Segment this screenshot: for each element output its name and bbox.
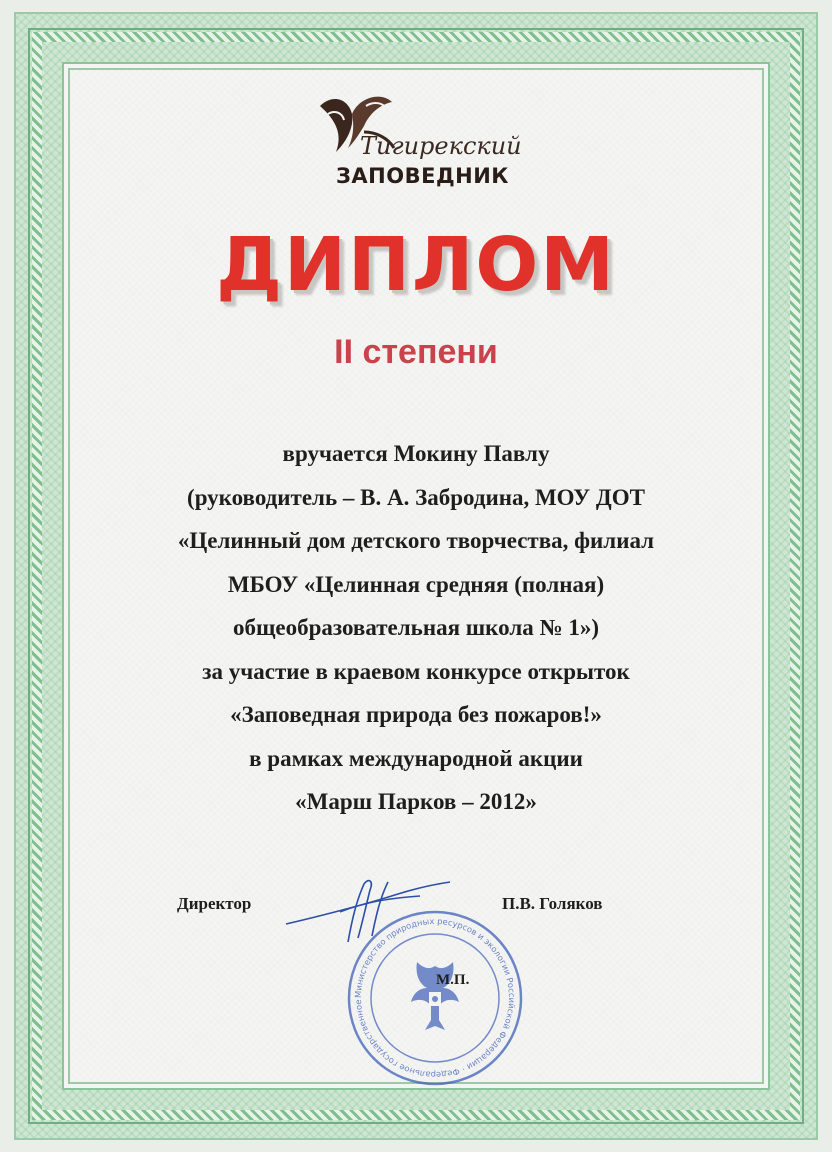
award-line: за участие в краевом конкурсе открыток <box>202 658 630 684</box>
award-line: «Заповедная природа без пожаров!» <box>230 702 602 727</box>
logo-script-text: Тигирекский <box>360 132 522 160</box>
award-text <box>100 432 732 824</box>
award-line: вручается Мокину Павлу <box>282 441 550 466</box>
award-line: в рамках международной акции <box>249 745 583 771</box>
signatory-name: П.В. Голяков <box>502 894 603 913</box>
award-line: МБОУ «Целинная средняя (полная) <box>227 571 605 597</box>
logo-word-text: ЗАПОВЕДНИК <box>336 164 509 188</box>
award-line: общеобразовательная школа № 1») <box>232 615 600 640</box>
reserve-logo <box>300 92 540 202</box>
stamp-ring-text: Министерство природных ресурсов и экологии Российской Федерации · Федеральное государственное <box>352 915 518 1081</box>
award-line: (руководитель – В. А. Забродина, МОУ ДОТ <box>187 484 645 510</box>
diploma-title: ДИПЛОМ <box>216 222 616 308</box>
award-line: «Целинный дом детского творчества, филиал <box>177 528 655 553</box>
seal-mark: М.П. <box>436 972 470 988</box>
diploma-degree: II степени <box>334 333 498 371</box>
award-line: «Марш Парков – 2012» <box>295 789 537 814</box>
director-signature <box>280 872 460 952</box>
signature-role: Директор <box>177 894 252 913</box>
